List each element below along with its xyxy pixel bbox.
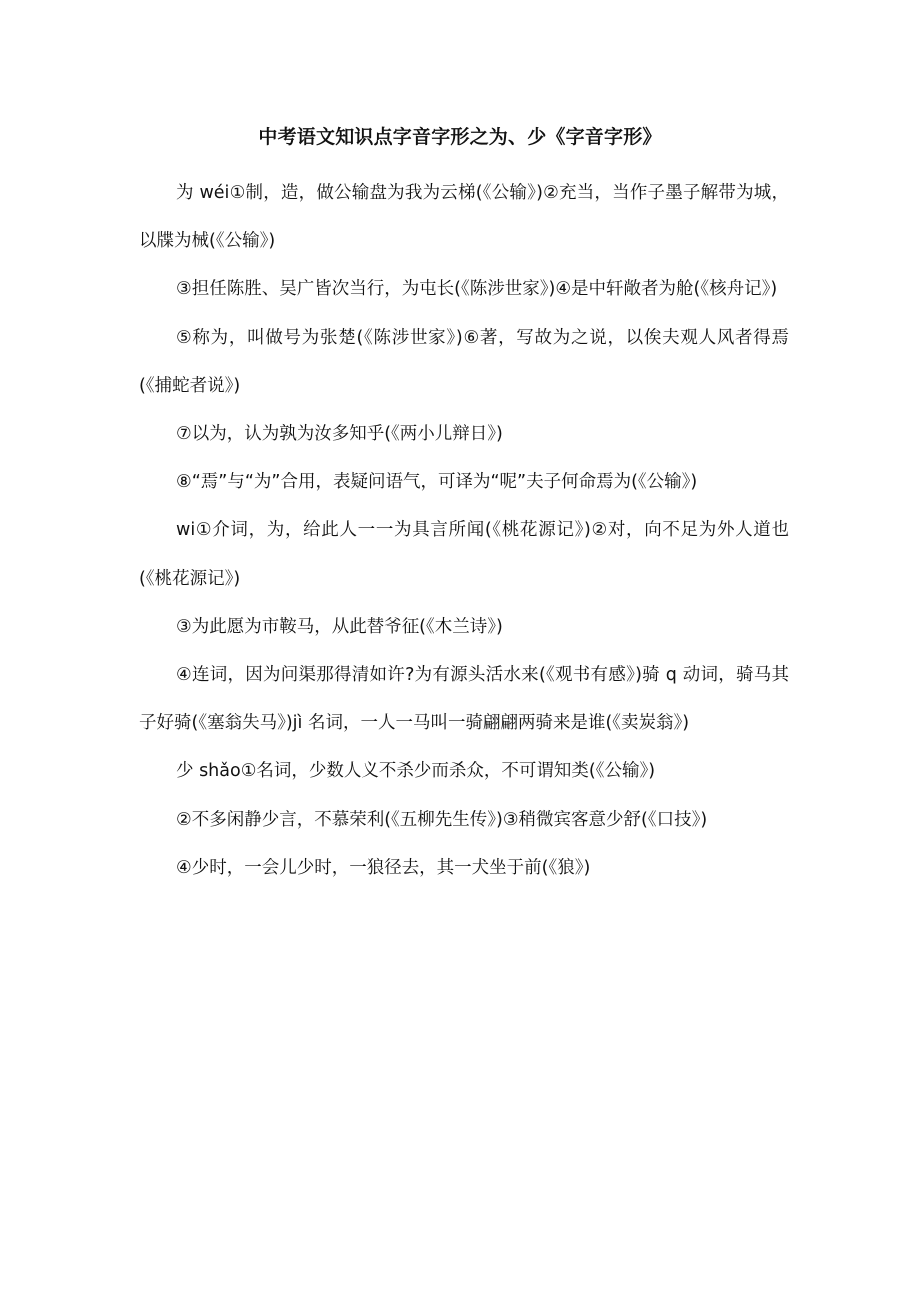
paragraph-wei-5: ⑧“焉”与“为”合用，表疑问语气，可译为“呢”夫子何命焉为(《公输》) [176,472,698,493]
paragraph-wei-1: 为 wéi①制，造，做公输盘为我为云梯(《公输》)②充当，当作子墨子解带为城，以牒为械(《公输》) [139,183,789,252]
paragraph-shao-1: 少 shǎo①名词，少数人义不杀少而杀众，不可谓知类(《公输》) [176,761,656,782]
paragraph-wei-3: ⑤称为，叫做号为张楚(《陈涉世家》)⑥著，写故为之说，以俟夫观人风者得焉(《捕蛇者说》) [139,327,789,396]
document-body [139,169,789,892]
paragraph-wei-8: ④连词，因为问渠那得清如许?为有源头活水来(《观书有感》)骑 q 动词，骑马其子好骑(《塞翁失马》)jì 名词，一人一马叫一骑翩翩两骑来是谁(《卖炭翁》) [139,665,789,734]
paragraph-wei-2: ③担任陈胜、吴广皆次当行，为屯长(《陈涉世家》)④是中轩敞者为舱(《核舟记》) [176,279,778,300]
paragraph-shao-3: ④少时，一会儿少时，一狼径去，其一犬坐于前(《狼》) [176,857,591,878]
paragraph-wei-4: ⑦以为，认为孰为汝多知乎(《两小儿辩日》) [176,424,503,445]
paragraph-wei-7: ③为此愿为市鞍马，从此替爷征(《木兰诗》) [176,616,503,637]
paragraph-wei-6: wi①介词，为，给此人一一为具言所闻(《桃花源记》)②对，向不足为外人道也(《桃花源记》) [139,520,789,589]
document-title: 中考语文知识点字音字形之为、少《字音字形》 [258,126,662,148]
paragraph-shao-2: ②不多闲静少言，不慕荣利(《五柳先生传》)③稍微宾客意少舒(《口技》) [176,809,708,830]
